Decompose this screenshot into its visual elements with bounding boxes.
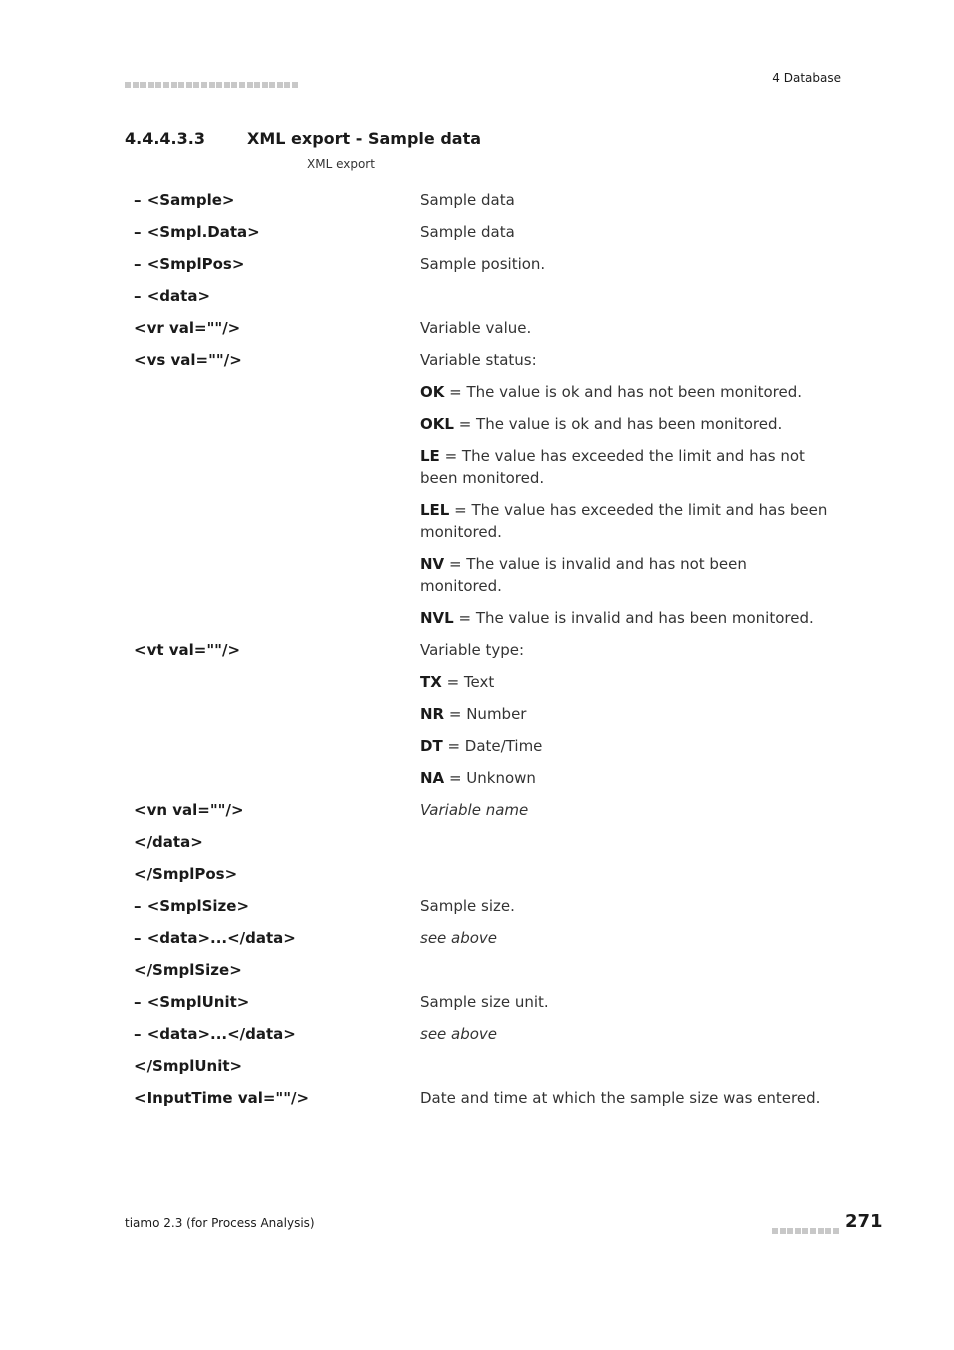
definition-row bbox=[128, 602, 838, 634]
definition-row bbox=[128, 666, 838, 698]
definition-row bbox=[128, 698, 838, 730]
xml-element-term: </SmplUnit> bbox=[134, 1057, 243, 1075]
xml-element-term: – <data> bbox=[134, 287, 211, 305]
definition-row bbox=[128, 1082, 838, 1114]
xml-element-term: </data> bbox=[134, 833, 203, 851]
xml-element-term bbox=[128, 440, 414, 494]
description-text: Variable type: bbox=[420, 641, 525, 659]
status-code: OKL bbox=[420, 415, 454, 433]
definition-row bbox=[128, 548, 838, 602]
square-mark bbox=[780, 1228, 786, 1234]
description-text: Sample size. bbox=[420, 897, 515, 915]
description-text: Variable name bbox=[420, 801, 529, 819]
square-mark bbox=[247, 82, 253, 88]
status-code: NA bbox=[420, 769, 445, 787]
definition-row bbox=[128, 216, 838, 248]
square-mark bbox=[224, 82, 230, 88]
element-description bbox=[414, 1018, 838, 1050]
definition-row bbox=[128, 634, 838, 666]
element-description bbox=[414, 280, 838, 312]
xml-element-term bbox=[128, 762, 414, 794]
square-mark bbox=[201, 82, 207, 88]
status-code: LE bbox=[420, 447, 440, 465]
xml-element-term bbox=[128, 494, 414, 548]
status-code-meaning: = Text bbox=[441, 673, 495, 691]
status-code-meaning: = The value is ok and has been monitored. bbox=[453, 415, 783, 433]
xml-element-term: – <Sample> bbox=[134, 191, 235, 209]
xml-element-term bbox=[128, 698, 414, 730]
square-mark bbox=[810, 1228, 816, 1234]
xml-element-term: – <SmplUnit> bbox=[134, 993, 250, 1011]
status-code: NVL bbox=[420, 609, 454, 627]
xml-element-term: – <data>...</data> bbox=[134, 929, 296, 947]
status-code-meaning: = The value is invalid and has not been monitored. bbox=[420, 555, 747, 595]
xml-element-term: <vt val=""/> bbox=[134, 641, 241, 659]
definition-row bbox=[128, 922, 838, 954]
definition-row bbox=[128, 494, 838, 548]
xml-element-term bbox=[128, 602, 414, 634]
section-number: 4.4.4.3.3 bbox=[125, 129, 205, 148]
square-mark bbox=[163, 82, 169, 88]
element-description bbox=[414, 1082, 838, 1114]
xml-element-term bbox=[128, 730, 414, 762]
element-description bbox=[414, 730, 838, 762]
element-description bbox=[414, 698, 838, 730]
square-mark bbox=[231, 82, 237, 88]
element-description bbox=[414, 890, 838, 922]
element-description bbox=[414, 440, 838, 494]
element-description bbox=[414, 248, 838, 280]
element-description bbox=[414, 1050, 838, 1082]
element-description bbox=[414, 666, 838, 698]
element-description bbox=[414, 954, 838, 986]
element-description bbox=[414, 634, 838, 666]
xml-element-term: <vr val=""/> bbox=[134, 319, 241, 337]
square-mark bbox=[802, 1228, 808, 1234]
description-text: Sample data bbox=[420, 223, 515, 241]
section-title bbox=[125, 129, 481, 148]
square-mark bbox=[269, 82, 275, 88]
definition-row bbox=[128, 312, 838, 344]
status-code-meaning: = The value has exceeded the limit and has not been monitored. bbox=[420, 447, 805, 487]
status-code: OK bbox=[420, 383, 445, 401]
status-code: DT bbox=[420, 737, 443, 755]
element-description bbox=[414, 922, 838, 954]
xml-element-term: – <Smpl.Data> bbox=[134, 223, 260, 241]
definition-row bbox=[128, 280, 838, 312]
xml-element-term bbox=[128, 548, 414, 602]
definition-row bbox=[128, 1018, 838, 1050]
element-description bbox=[414, 376, 838, 408]
square-mark bbox=[284, 82, 290, 88]
square-mark bbox=[833, 1228, 839, 1234]
square-mark bbox=[140, 82, 146, 88]
definition-row bbox=[128, 248, 838, 280]
section-title-text: XML export - Sample data bbox=[247, 129, 482, 148]
status-code: NV bbox=[420, 555, 445, 573]
square-mark bbox=[262, 82, 268, 88]
square-mark bbox=[254, 82, 260, 88]
description-text: see above bbox=[420, 1025, 498, 1043]
square-mark bbox=[209, 82, 215, 88]
xml-element-term: – <SmplPos> bbox=[134, 255, 245, 273]
status-code-meaning: = The value has exceeded the limit and has been monitored. bbox=[420, 501, 828, 541]
square-mark bbox=[787, 1228, 793, 1234]
xml-element-term: <vs val=""/> bbox=[134, 351, 242, 369]
square-mark bbox=[825, 1228, 831, 1234]
square-mark bbox=[148, 82, 154, 88]
definition-row bbox=[128, 826, 838, 858]
square-mark bbox=[795, 1228, 801, 1234]
description-text: see above bbox=[420, 929, 498, 947]
square-mark bbox=[292, 82, 298, 88]
header-decoration bbox=[125, 73, 300, 92]
page-number: 271 bbox=[845, 1211, 883, 1232]
element-description bbox=[414, 548, 838, 602]
definition-row bbox=[128, 858, 838, 890]
xml-element-term: </SmplPos> bbox=[134, 865, 238, 883]
element-description bbox=[414, 184, 838, 216]
element-description bbox=[414, 826, 838, 858]
element-description bbox=[414, 762, 838, 794]
definition-row bbox=[128, 408, 838, 440]
definition-row bbox=[128, 954, 838, 986]
element-description bbox=[414, 602, 838, 634]
square-mark bbox=[171, 82, 177, 88]
description-text: Variable value. bbox=[420, 319, 532, 337]
xml-element-term: – <SmplSize> bbox=[134, 897, 250, 915]
square-mark bbox=[239, 82, 245, 88]
square-mark bbox=[818, 1228, 824, 1234]
element-description bbox=[414, 344, 838, 376]
element-description bbox=[414, 986, 838, 1018]
xml-element-term: – <data>...</data> bbox=[134, 1025, 296, 1043]
definition-row bbox=[128, 1050, 838, 1082]
square-mark bbox=[186, 82, 192, 88]
xml-element-term: <vn val=""/> bbox=[134, 801, 244, 819]
definition-table bbox=[128, 184, 838, 1114]
element-description bbox=[414, 312, 838, 344]
square-mark bbox=[178, 82, 184, 88]
element-description bbox=[414, 408, 838, 440]
status-code: LEL bbox=[420, 501, 450, 519]
definition-row bbox=[128, 730, 838, 762]
square-mark bbox=[155, 82, 161, 88]
definition-row bbox=[128, 986, 838, 1018]
element-description bbox=[414, 494, 838, 548]
element-description bbox=[414, 794, 838, 826]
description-text: Date and time at which the sample size was entered. bbox=[420, 1089, 821, 1107]
definition-row bbox=[128, 344, 838, 376]
description-text: Variable status: bbox=[420, 351, 537, 369]
description-text: Sample size unit. bbox=[420, 993, 549, 1011]
section-subtitle: XML export bbox=[307, 157, 375, 171]
element-description bbox=[414, 858, 838, 890]
status-code-meaning: = Date/Time bbox=[442, 737, 543, 755]
definition-row bbox=[128, 440, 838, 494]
definition-row bbox=[128, 376, 838, 408]
square-mark bbox=[193, 82, 199, 88]
xml-element-term: </SmplSize> bbox=[134, 961, 242, 979]
status-code-meaning: = Number bbox=[444, 705, 527, 723]
square-mark bbox=[216, 82, 222, 88]
definition-row bbox=[128, 184, 838, 216]
footer-product: tiamo 2.3 (for Process Analysis) bbox=[125, 1216, 315, 1230]
xml-element-term bbox=[128, 376, 414, 408]
definition-row bbox=[128, 890, 838, 922]
status-code-meaning: = Unknown bbox=[444, 769, 536, 787]
xml-element-term bbox=[128, 666, 414, 698]
xml-element-term bbox=[128, 408, 414, 440]
chapter-heading: 4 Database bbox=[772, 71, 841, 85]
description-text: Sample position. bbox=[420, 255, 546, 273]
square-mark bbox=[772, 1228, 778, 1234]
definition-row bbox=[128, 794, 838, 826]
status-code: TX bbox=[420, 673, 442, 691]
xml-element-term: <InputTime val=""/> bbox=[134, 1089, 310, 1107]
footer-decoration bbox=[772, 1219, 840, 1238]
square-mark bbox=[277, 82, 283, 88]
square-mark bbox=[125, 82, 131, 88]
definition-row bbox=[128, 762, 838, 794]
status-code-meaning: = The value is ok and has not been monitored. bbox=[444, 383, 803, 401]
element-description bbox=[414, 216, 838, 248]
description-text: Sample data bbox=[420, 191, 515, 209]
status-code-meaning: = The value is invalid and has been monitored. bbox=[453, 609, 814, 627]
square-mark bbox=[133, 82, 139, 88]
status-code: NR bbox=[420, 705, 445, 723]
